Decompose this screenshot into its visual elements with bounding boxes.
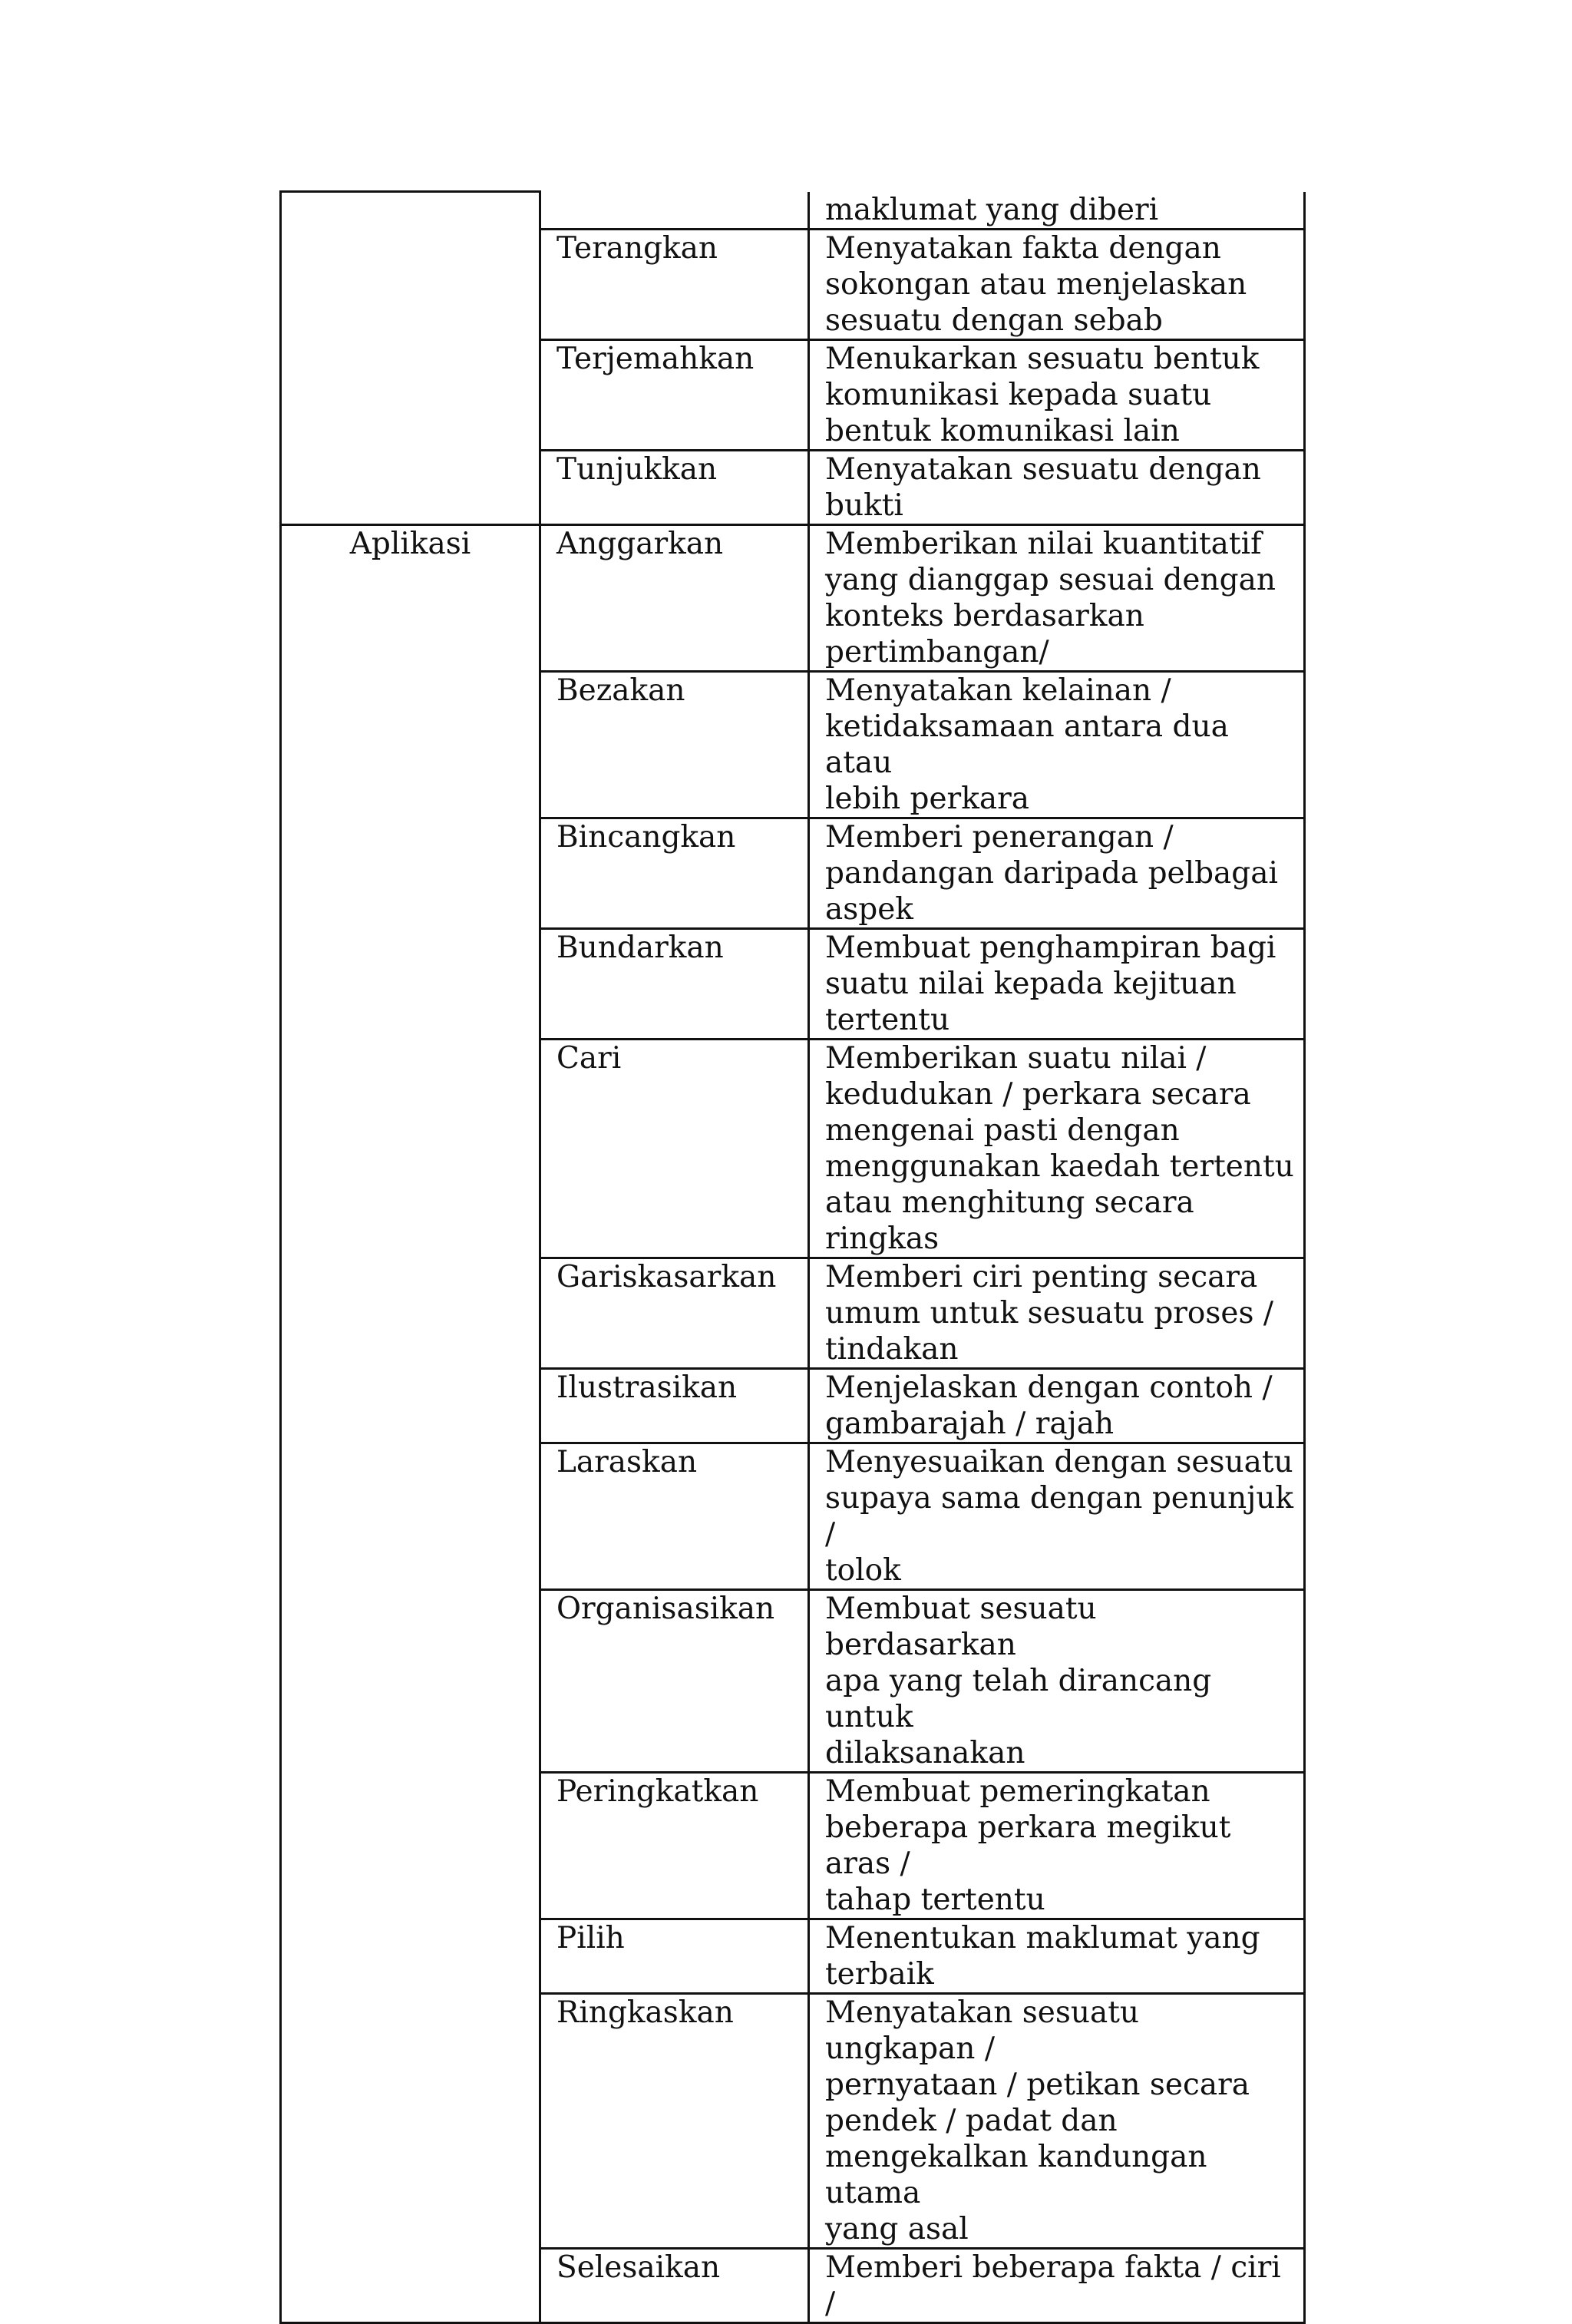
term-cell (540, 192, 809, 230)
description-cell (809, 928, 1305, 1039)
description-text: Menyatakan kelainan / ketidaksamaan antara dua atau lebih perkara (825, 673, 1229, 816)
term-label: Tunjukkan (556, 451, 718, 487)
description-cell (809, 818, 1305, 928)
description-cell (809, 2248, 1305, 2322)
term-label: Laraskan (556, 1444, 698, 1479)
description-cell (809, 192, 1305, 230)
description-cell (809, 671, 1305, 818)
term-cell (540, 450, 809, 524)
term-cell (540, 1772, 809, 1919)
term-label: Ilustrasikan (556, 1370, 738, 1405)
description-text: maklumat yang diberi (825, 192, 1159, 227)
term-cell (540, 524, 809, 671)
description-cell (809, 1919, 1305, 1993)
description-cell (809, 1589, 1305, 1772)
description-text: Menyesuaikan dengan sesuatu supaya sama dengan penunjuk / tolok (825, 1444, 1294, 1588)
description-cell (809, 1258, 1305, 1368)
category-cell-aplikasi (281, 524, 540, 2322)
description-cell (809, 1443, 1305, 1589)
description-text: Menyatakan sesuatu ungkapan / pernyataan / petikan secara pendek / padat dan mengekalkan kandungan utama yang asal (825, 1995, 1250, 2246)
category-label: Aplikasi (349, 526, 471, 561)
term-cell (540, 1919, 809, 1993)
term-label: Terangkan (556, 230, 718, 266)
term-label: Organisasikan (556, 1591, 775, 1626)
term-label: Gariskasarkan (556, 1259, 777, 1294)
term-label: Bundarkan (556, 930, 724, 965)
description-text: Membuat pemeringkatan beberapa perkara megikut aras / tahap tertentu (825, 1774, 1231, 1917)
description-text: Memberi beberapa fakta / ciri / (825, 2250, 1281, 2321)
term-label: Peringkatkan (556, 1774, 759, 1809)
verb-definition-table (279, 190, 1306, 2324)
term-label: Terjemahkan (556, 341, 755, 376)
term-cell (540, 818, 809, 928)
description-text: Menjelaskan dengan contoh / gambarajah / rajah (825, 1370, 1273, 1441)
table-row (281, 524, 1305, 671)
description-text: Memberikan nilai kuantitatif yang dianggap sesuai dengan konteks berdasarkan pertimbangan/ (825, 526, 1276, 669)
description-text: Memberi ciri penting secara umum untuk sesuatu proses / tindakan (825, 1259, 1274, 1367)
table-row-continuation (281, 192, 1305, 230)
description-text: Menentukan maklumat yang terbaik (825, 1920, 1260, 1992)
category-cell-continued (281, 192, 540, 525)
description-cell (809, 339, 1305, 450)
term-cell (540, 1368, 809, 1443)
description-text: Menukarkan sesuatu bentuk komunikasi kepada suatu bentuk komunikasi lain (825, 341, 1260, 448)
term-label: Anggarkan (556, 526, 724, 561)
term-label: Ringkaskan (556, 1995, 734, 2030)
term-cell (540, 1993, 809, 2248)
description-text: Menyatakan fakta dengan sokongan atau menjelaskan sesuatu dengan sebab (825, 230, 1247, 338)
description-text: Memberikan suatu nilai / kedudukan / perkara secara mengenai pasti dengan menggunakan kaedah tertentu atau menghitung secara ringkas (825, 1040, 1294, 1256)
term-label: Pilih (556, 1920, 625, 1955)
term-label: Selesaikan (556, 2250, 721, 2285)
description-text: Membuat sesuatu berdasarkan apa yang telah dirancang untuk dilaksanakan (825, 1591, 1212, 1770)
term-cell (540, 928, 809, 1039)
term-cell (540, 1443, 809, 1589)
description-cell (809, 1772, 1305, 1919)
term-cell (540, 229, 809, 339)
description-text: Membuat penghampiran bagi suatu nilai kepada kejituan tertentu (825, 930, 1276, 1037)
term-label: Bezakan (556, 673, 685, 708)
term-cell (540, 2248, 809, 2322)
description-cell (809, 1039, 1305, 1258)
term-label: Cari (556, 1040, 622, 1076)
term-cell (540, 1039, 809, 1258)
term-cell (540, 1589, 809, 1772)
description-cell (809, 229, 1305, 339)
description-cell (809, 1368, 1305, 1443)
term-cell (540, 671, 809, 818)
description-text: Memberi penerangan / pandangan daripada pelbagai aspek (825, 819, 1278, 927)
description-cell (809, 524, 1305, 671)
description-cell (809, 450, 1305, 524)
description-text: Menyatakan sesuatu dengan bukti (825, 451, 1261, 523)
term-cell (540, 339, 809, 450)
description-cell (809, 1993, 1305, 2248)
table-body (281, 192, 1305, 2323)
term-cell (540, 1258, 809, 1368)
term-label: Bincangkan (556, 819, 736, 855)
